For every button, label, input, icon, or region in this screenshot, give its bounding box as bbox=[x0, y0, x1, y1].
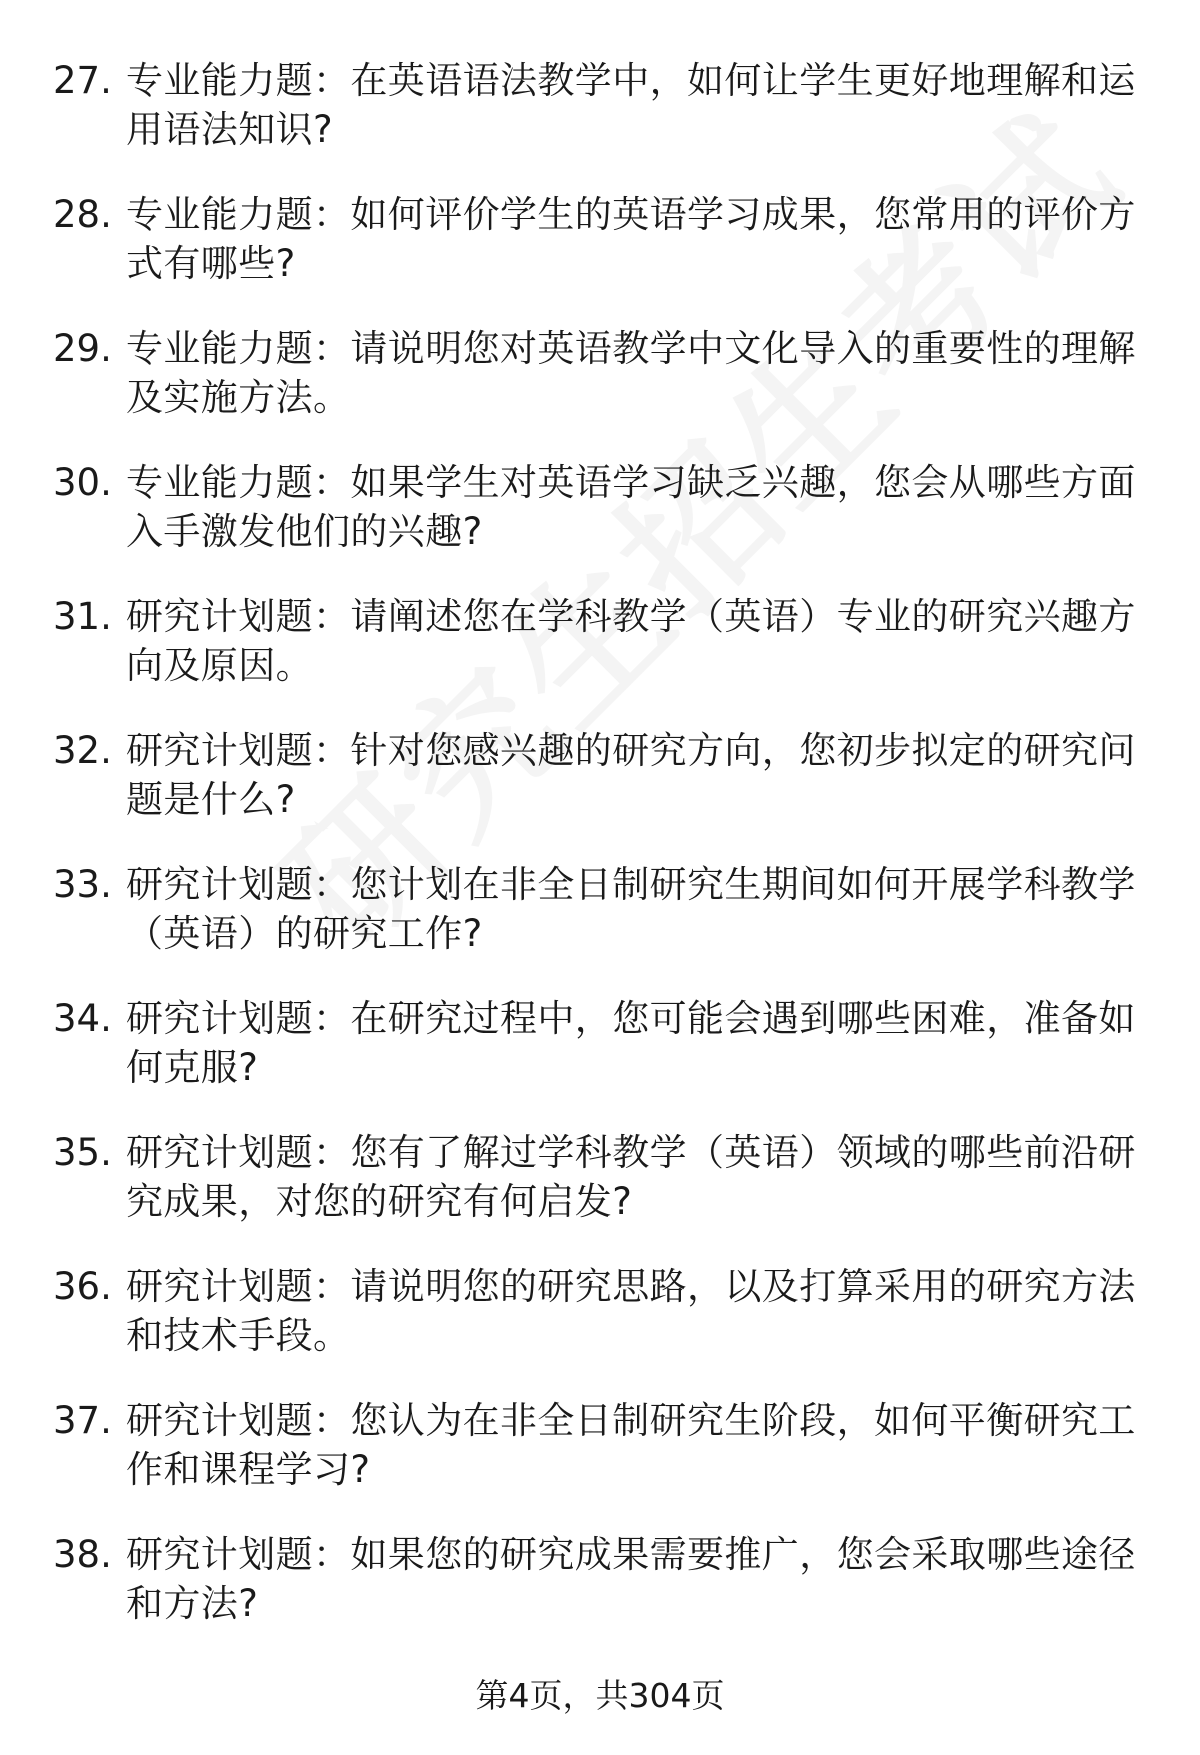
question-text: 专业能力题：如果学生对英语学习缺乏兴趣，您会从哪些方面入手激发他们的兴趣? bbox=[126, 461, 1136, 553]
question-item bbox=[0, 458, 1200, 592]
question-item bbox=[0, 994, 1200, 1128]
question-list bbox=[0, 56, 1200, 1664]
page-footer bbox=[0, 1676, 1200, 1716]
question-item bbox=[0, 1128, 1200, 1262]
question-number: 34. bbox=[53, 997, 112, 1040]
question-number: 35. bbox=[53, 1131, 112, 1174]
question-item bbox=[0, 56, 1200, 190]
question-number: 29. bbox=[53, 327, 112, 370]
question-number: 36. bbox=[53, 1265, 112, 1308]
question-text: 研究计划题：请说明您的研究思路，以及打算采用的研究方法和技术手段。 bbox=[126, 1265, 1136, 1357]
question-item bbox=[0, 324, 1200, 458]
question-item bbox=[0, 860, 1200, 994]
question-number: 37. bbox=[53, 1399, 112, 1442]
question-text: 研究计划题：请阐述您在学科教学（英语）专业的研究兴趣方向及原因。 bbox=[126, 595, 1136, 687]
question-text: 研究计划题：针对您感兴趣的研究方向，您初步拟定的研究问题是什么? bbox=[126, 729, 1136, 821]
page-number: 第4页，共304页 bbox=[475, 1676, 725, 1715]
question-number: 27. bbox=[53, 59, 112, 102]
question-text: 专业能力题：如何评价学生的英语学习成果，您常用的评价方式有哪些? bbox=[126, 193, 1136, 285]
question-text: 专业能力题：在英语语法教学中，如何让学生更好地理解和运用语法知识? bbox=[126, 59, 1136, 151]
question-text: 研究计划题：在研究过程中，您可能会遇到哪些困难，准备如何克服? bbox=[126, 997, 1136, 1089]
question-number: 28. bbox=[53, 193, 112, 236]
question-text: 研究计划题：您计划在非全日制研究生期间如何开展学科教学（英语）的研究工作? bbox=[126, 863, 1136, 955]
question-number: 33. bbox=[53, 863, 112, 906]
question-item bbox=[0, 190, 1200, 324]
question-item bbox=[0, 592, 1200, 726]
question-number: 38. bbox=[53, 1533, 112, 1576]
question-number: 30. bbox=[53, 461, 112, 504]
question-number: 31. bbox=[53, 595, 112, 638]
question-item bbox=[0, 1530, 1200, 1664]
question-text: 专业能力题：请说明您对英语教学中文化导入的重要性的理解及实施方法。 bbox=[126, 327, 1136, 419]
question-item bbox=[0, 1396, 1200, 1530]
question-item bbox=[0, 726, 1200, 860]
question-text: 研究计划题：您认为在非全日制研究生阶段，如何平衡研究工作和课程学习? bbox=[126, 1399, 1136, 1491]
question-item bbox=[0, 1262, 1200, 1396]
question-text: 研究计划题：您有了解过学科教学（英语）领域的哪些前沿研究成果，对您的研究有何启发? bbox=[126, 1131, 1136, 1223]
question-number: 32. bbox=[53, 729, 112, 772]
question-text: 研究计划题：如果您的研究成果需要推广，您会采取哪些途径和方法? bbox=[126, 1533, 1136, 1625]
